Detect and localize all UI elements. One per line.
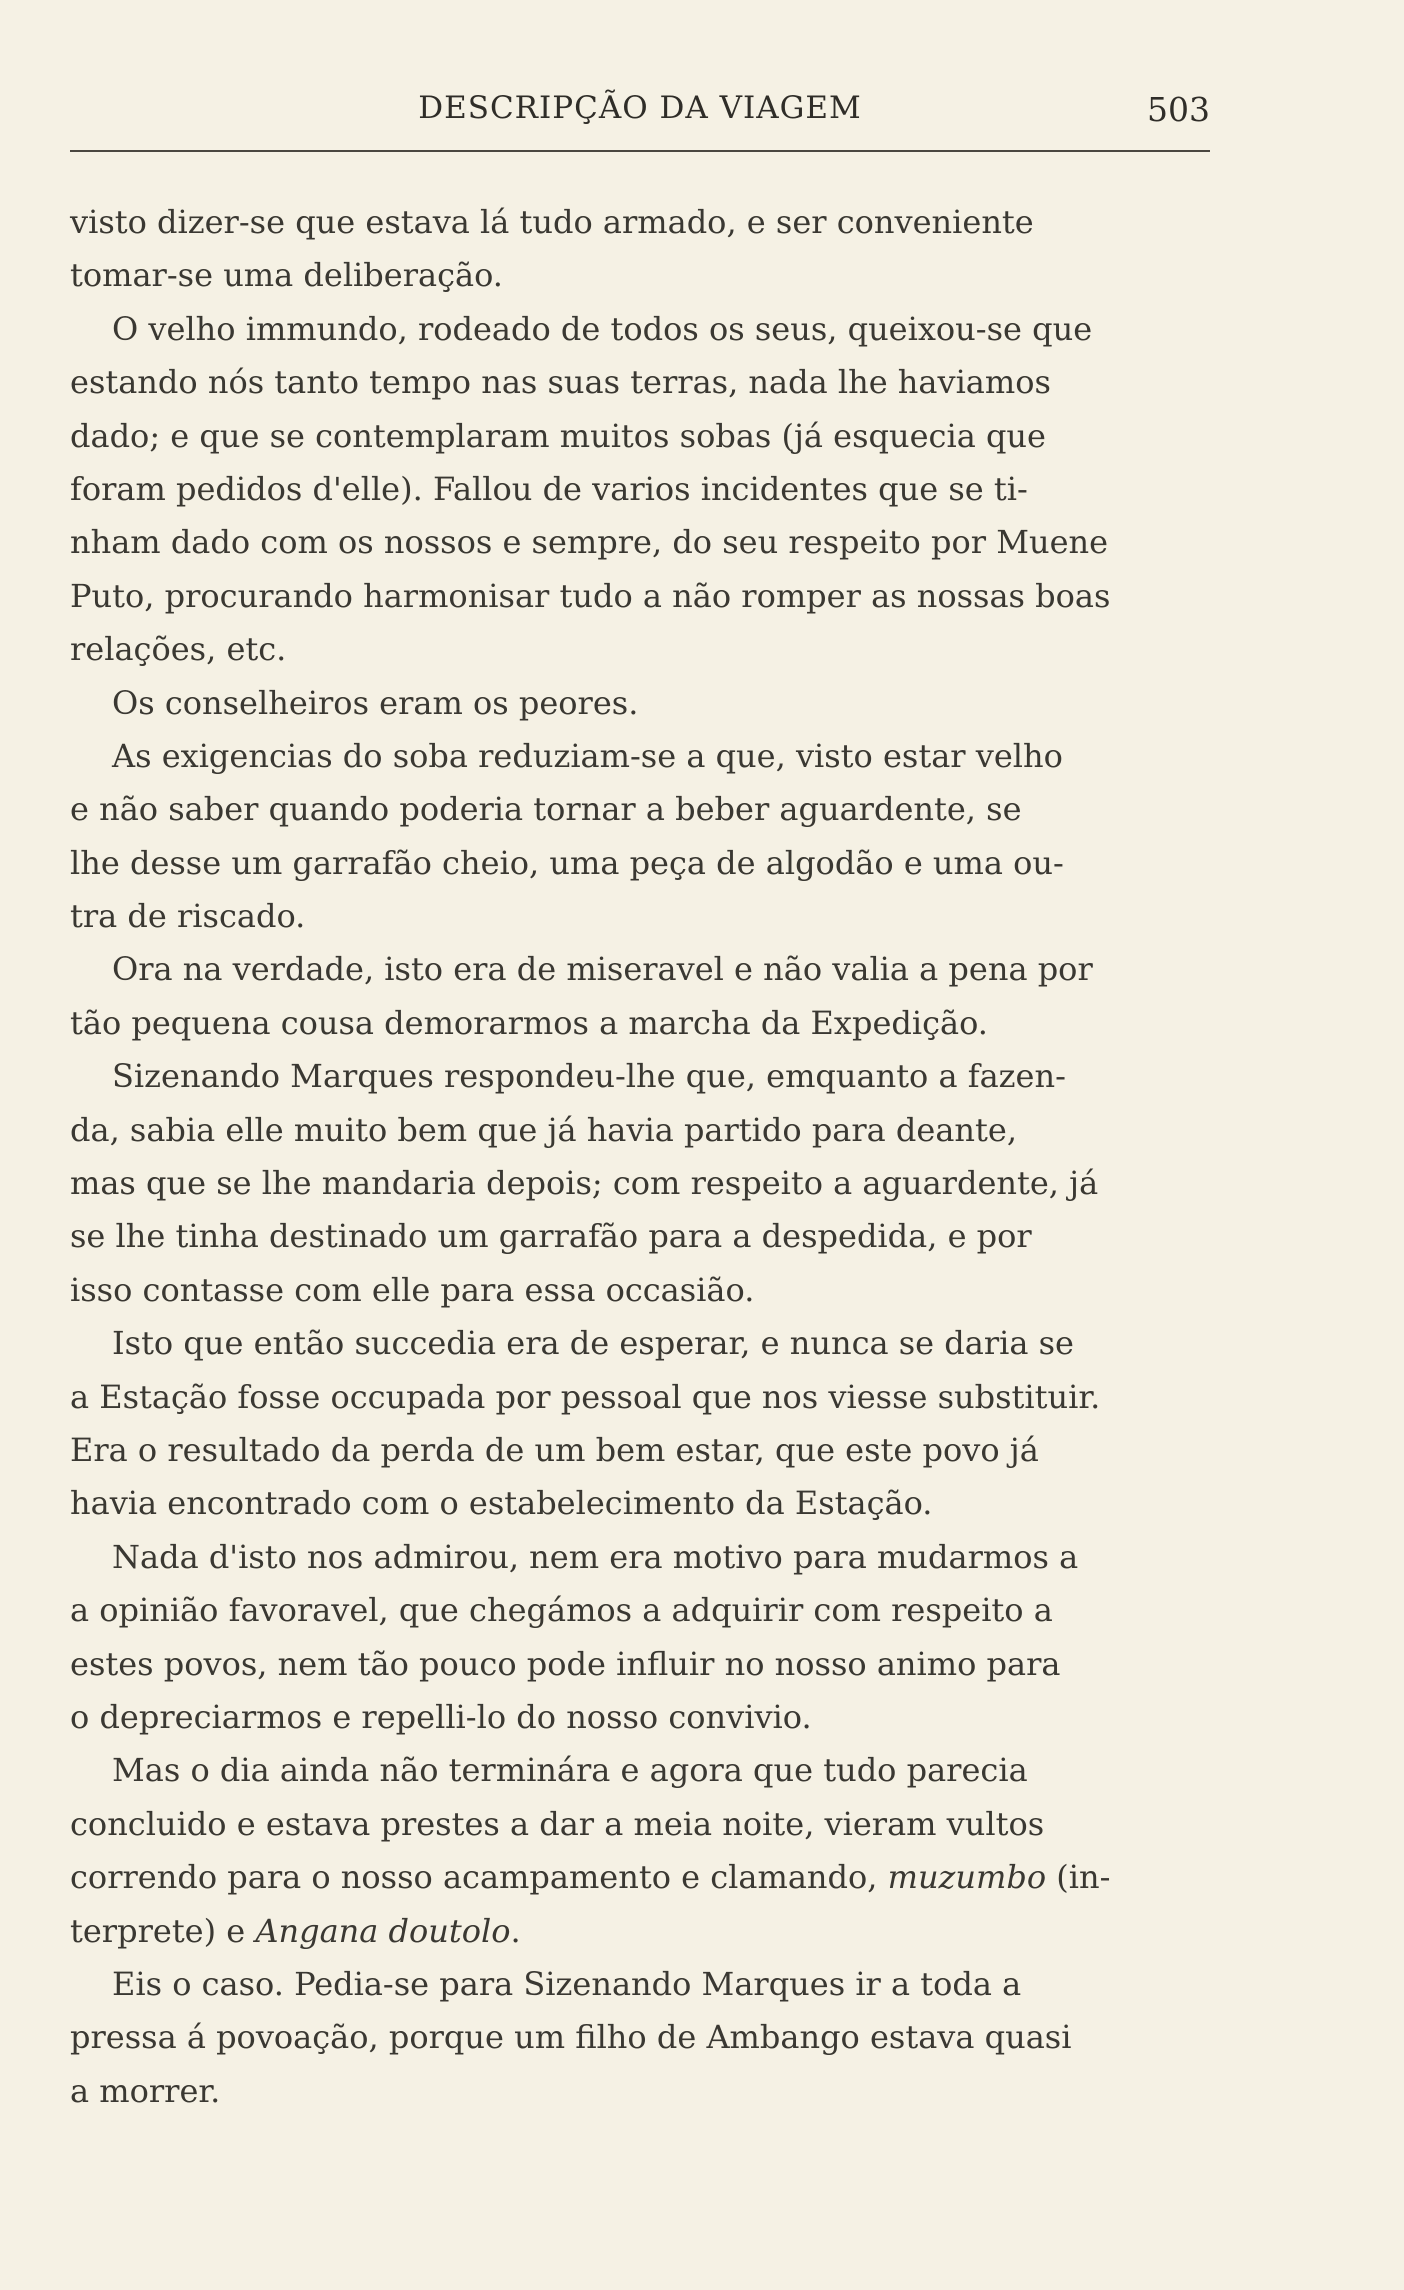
running-title: DESCRIPÇÃO DA VIAGEM — [418, 90, 862, 126]
page-header — [70, 90, 1210, 140]
text-line: a opinião favoravel, que chegámos a adquirir com respeito a — [70, 1591, 1053, 1630]
text-line: isso contasse com elle para essa occasião. — [70, 1270, 755, 1309]
text-line: mas que se lhe mandaria depois; com respeito a aguardente, já — [70, 1164, 1099, 1203]
text-line: dado; e que se contemplaram muitos sobas (já esquecia que — [70, 416, 1046, 455]
text-line: relações, etc. — [70, 630, 287, 669]
text-line: concluido e estava prestes a dar a meia noite, vieram vultos — [70, 1804, 1045, 1843]
text-line: o depreciarmos e repelli-lo do nosso convivio. — [70, 1697, 812, 1736]
text-line: Ora na verdade, isto era de miseravel e não valia a pena por — [112, 950, 1093, 989]
text-line: a morrer. — [70, 2071, 221, 2110]
text-line: a Estação fosse occupada por pessoal que nos viesse substituir. — [70, 1377, 1101, 1416]
text-line: estando nós tanto tempo nas suas terras, nada lhe haviamos — [70, 363, 1051, 402]
text-line: lhe desse um garrafão cheio, uma peça de algodão e uma ou- — [70, 843, 1064, 882]
text-fragment: terprete) e — [70, 1911, 256, 1950]
text-line: visto dizer-se que estava lá tudo armado, e ser conveniente — [70, 203, 1034, 241]
text-line-with-italic — [70, 1905, 1226, 1958]
text-line: havia encontrado com o estabelecimento da Estação. — [70, 1484, 933, 1523]
italic-term-muzumbo: muzumbo — [887, 1858, 1047, 1897]
text-line: e não saber quando poderia tornar a beber aguardente, se — [70, 790, 1022, 829]
text-fragment: correndo para o nosso acampamento e clamando, — [70, 1858, 888, 1897]
text-line: tomar-se uma deliberação. — [70, 256, 503, 295]
page-number: 503 — [1147, 90, 1210, 129]
text-fragment: (in- — [1046, 1858, 1111, 1897]
text-line: Eis o caso. Pedia-se para Sizenando Marques ir a toda a — [112, 1964, 1022, 2003]
header-rule — [70, 150, 1210, 152]
text-line: pressa á povoação, porque um filho de Ambango estava quasi — [70, 2018, 1072, 2057]
text-line: tra de riscado. — [70, 897, 306, 936]
text-line: Os conselheiros eram os peores. — [112, 683, 639, 722]
text-line: As exigencias do soba reduziam-se a que, visto estar velho — [112, 736, 1063, 775]
text-line: Sizenando Marques respondeu-lhe que, emquanto a fazen- — [112, 1057, 1066, 1096]
text-line: tão pequena cousa demorarmos a marcha da Expedição. — [70, 1003, 988, 1042]
text-line-with-italic — [70, 1851, 1226, 1904]
text-line: Mas o dia ainda não terminára e agora que tudo parecia — [112, 1751, 1028, 1790]
text-line: Era o resultado da perda de um bem estar, que este povo já — [70, 1430, 1039, 1469]
text-fragment: . — [510, 1911, 521, 1950]
italic-term-angana: Angana doutolo — [255, 1911, 511, 1950]
text-line: se lhe tinha destinado um garrafão para a despedida, e por — [70, 1217, 1032, 1256]
text-line: nham dado com os nossos e sempre, do seu respeito por Muene — [70, 523, 1109, 562]
text-line: O velho immundo, rodeado de todos os seus, queixou-se que — [112, 309, 1093, 348]
text-line: estes povos, nem tão pouco pode influir no nosso animo para — [70, 1644, 1061, 1683]
text-line: foram pedidos d'elle). Fallou de varios incidentes que se ti- — [70, 469, 1028, 508]
text-line: Puto, procurando harmonisar tudo a não romper as nossas boas — [70, 576, 1111, 615]
text-line: Nada d'isto nos admirou, nem era motivo para mudarmos a — [112, 1537, 1079, 1576]
text-line: Isto que então succedia era de esperar, e nunca se daria se — [112, 1324, 1074, 1363]
text-line: da, sabia elle muito bem que já havia partido para deante, — [70, 1110, 1017, 1149]
body-text — [70, 196, 1226, 2118]
